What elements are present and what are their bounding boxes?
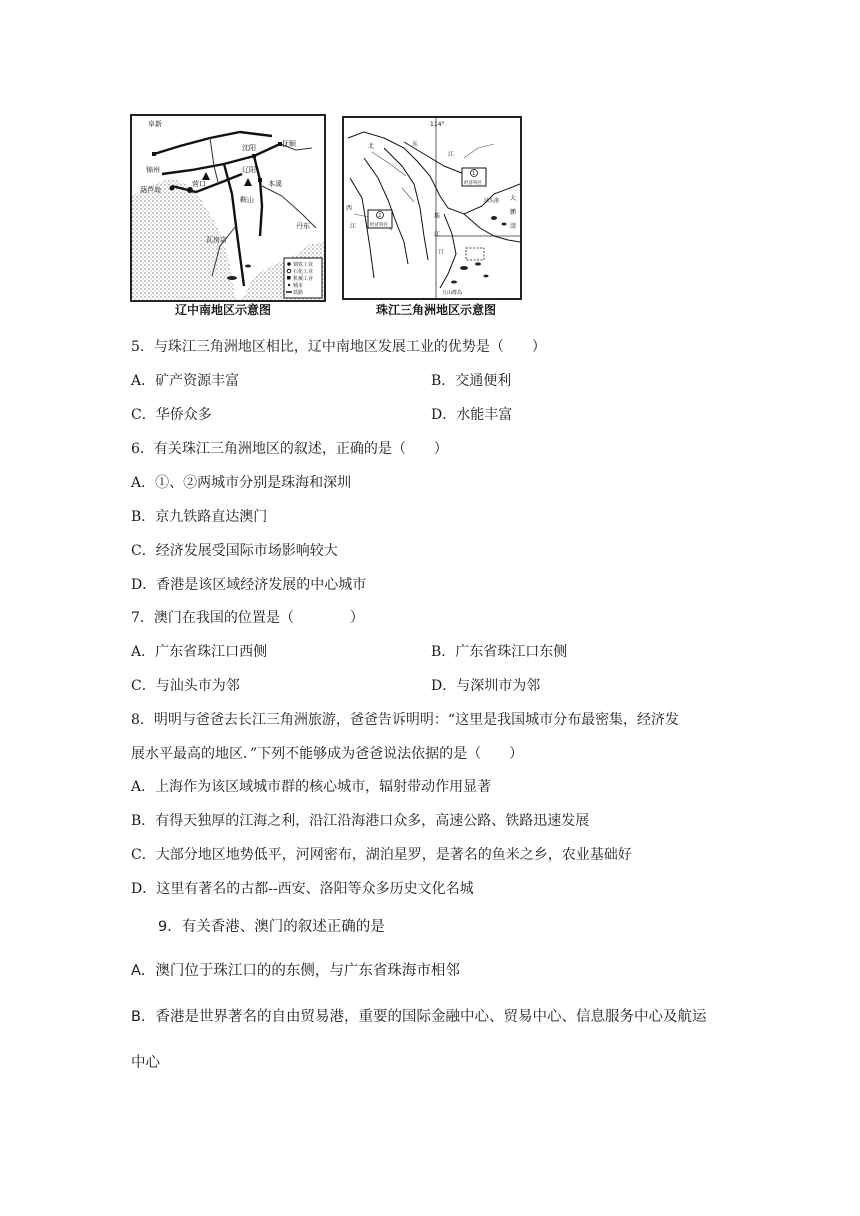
question-5-stem: 5．与珠江三角洲地区相比，辽中南地区发展工业的优势是（ ） bbox=[131, 339, 546, 355]
label-shantou: 汕头港 bbox=[484, 198, 500, 204]
map-legend bbox=[284, 258, 322, 298]
svg-text:钢铁工业: 钢铁工业 bbox=[293, 262, 314, 268]
label-zhu: 珠 bbox=[434, 213, 441, 220]
svg-text:1: 1 bbox=[472, 171, 476, 177]
label-wan: 湾 bbox=[510, 223, 517, 230]
city-label-wafangdian: 瓦房店 bbox=[206, 236, 227, 244]
pearl-river-delta-map-caption: 珠江三角洲地区示意图 bbox=[376, 303, 497, 317]
special-zone-2 bbox=[368, 210, 392, 228]
question-6-option-c[interactable]: C．经济发展受国际市场影响较大 bbox=[131, 543, 338, 559]
liaozhongnan-map-caption: 辽中南地区示意图 bbox=[175, 303, 272, 317]
question-8-option-c[interactable]: C．大部分地区地势低平，河网密布，湖泊星罗，是著名的鱼米之乡，农业基础好 bbox=[131, 847, 632, 863]
question-7-stem: 7．澳门在我国的位置是（ ） bbox=[131, 610, 364, 626]
city-label-huludao: 葫芦岛 bbox=[140, 186, 161, 194]
pearl-river-delta-map bbox=[342, 116, 522, 300]
liaozhongnan-map-drawing bbox=[132, 116, 324, 300]
city-label-dandong: 丹东 bbox=[296, 222, 310, 230]
svg-text:铁路: 铁路 bbox=[293, 290, 304, 296]
svg-text:2: 2 bbox=[378, 213, 382, 219]
city-label-yingkou: 营口 bbox=[192, 180, 206, 188]
svg-text:经济特区: 经济特区 bbox=[370, 223, 388, 228]
question-9-stem: 9．有关香港、澳门的叙述正确的是 bbox=[158, 919, 385, 935]
question-7-option-a[interactable]: A．广东省珠江口西侧 bbox=[131, 644, 268, 660]
question-7-option-d[interactable]: D．与深圳市为邻 bbox=[431, 678, 541, 694]
label-bei: 北 bbox=[368, 143, 375, 150]
longitude-label: 114° bbox=[430, 121, 445, 128]
svg-text:机械工业: 机械工业 bbox=[293, 276, 314, 282]
question-5-option-c[interactable]: C．华侨众多 bbox=[131, 407, 212, 423]
label-xi: 西 bbox=[346, 205, 353, 212]
question-9-option-a[interactable]: A．澳门位于珠江口的的东侧，与广东省珠海市相邻 bbox=[131, 963, 460, 979]
label-kou: 口 bbox=[438, 249, 445, 256]
question-6-option-b[interactable]: B．京九铁路直达澳门 bbox=[131, 509, 268, 525]
label-jiang-2: 江 bbox=[350, 223, 357, 230]
question-9-option-b[interactable]: B．香港是世界著名的自由贸易港，重要的国际金融中心、贸易中心、信息服务中心及航运 bbox=[131, 1009, 707, 1025]
city-label-jinzhou: 锦州 bbox=[146, 166, 160, 174]
liaozhongnan-map bbox=[130, 114, 326, 302]
label-da: 大 bbox=[510, 195, 517, 202]
city-label-anshan: 鞍山 bbox=[240, 196, 254, 204]
question-5-option-a[interactable]: A．矿产资源丰富 bbox=[131, 373, 240, 389]
svg-text:经济特区: 经济特区 bbox=[464, 181, 482, 186]
city-label-benxi: 本溪 bbox=[268, 180, 282, 188]
question-8-option-b[interactable]: B．有得天独厚的江海之利，沿江沿海港口众多，高速公路、铁路迅速发展 bbox=[131, 813, 590, 829]
question-6-option-d[interactable]: D．香港是该区域经济发展的中心城市 bbox=[131, 577, 367, 593]
question-8-option-a[interactable]: A．上海作为该区域城市群的核心城市，辐射带动作用显著 bbox=[131, 779, 492, 795]
city-label-liaoyang: 辽阳 bbox=[242, 166, 256, 174]
city-label-fuxin: 阜新 bbox=[148, 120, 162, 128]
label-peng: 鹏 bbox=[510, 209, 517, 216]
question-7-option-b[interactable]: B．广东省珠江口东侧 bbox=[431, 644, 568, 660]
question-8-stem-line-1: 8．明明与爸爸去长江三角洲旅游，爸爸告诉明明：“这里是我国城市分布最密集，经济发 bbox=[131, 712, 680, 728]
special-zone-1 bbox=[462, 168, 486, 186]
label-jiang-3: 江 bbox=[434, 231, 441, 238]
question-5-option-d[interactable]: D．水能丰富 bbox=[431, 407, 513, 423]
question-5-option-b[interactable]: B．交通便利 bbox=[431, 373, 512, 389]
question-7-option-c[interactable]: C．与汕头市为邻 bbox=[131, 678, 240, 694]
pearl-river-delta-map-drawing bbox=[344, 118, 520, 298]
label-wanshan: 万山群岛 bbox=[442, 290, 463, 296]
label-dong: 东 bbox=[412, 141, 419, 148]
label-jiang-1: 江 bbox=[448, 151, 455, 158]
question-6-stem: 6．有关珠江三角洲地区的叙述，正确的是（ ） bbox=[131, 441, 448, 457]
city-label-fushun: 抚顺 bbox=[282, 140, 296, 148]
svg-text:城市: 城市 bbox=[293, 283, 304, 289]
question-9-option-b-continued: 中心 bbox=[131, 1055, 160, 1071]
city-label-shenyang: 沈阳 bbox=[242, 144, 256, 152]
svg-text:石化工业: 石化工业 bbox=[293, 269, 314, 275]
question-8-option-d[interactable]: D．这里有著名的古都--西安、洛阳等众多历史文化名城 bbox=[131, 881, 474, 897]
question-8-stem-line-2: 展水平最高的地区．”下列不能够成为爸爸说法依据的是（ ） bbox=[131, 746, 524, 762]
question-6-option-a[interactable]: A．①、②两城市分别是珠海和深圳 bbox=[131, 475, 352, 491]
